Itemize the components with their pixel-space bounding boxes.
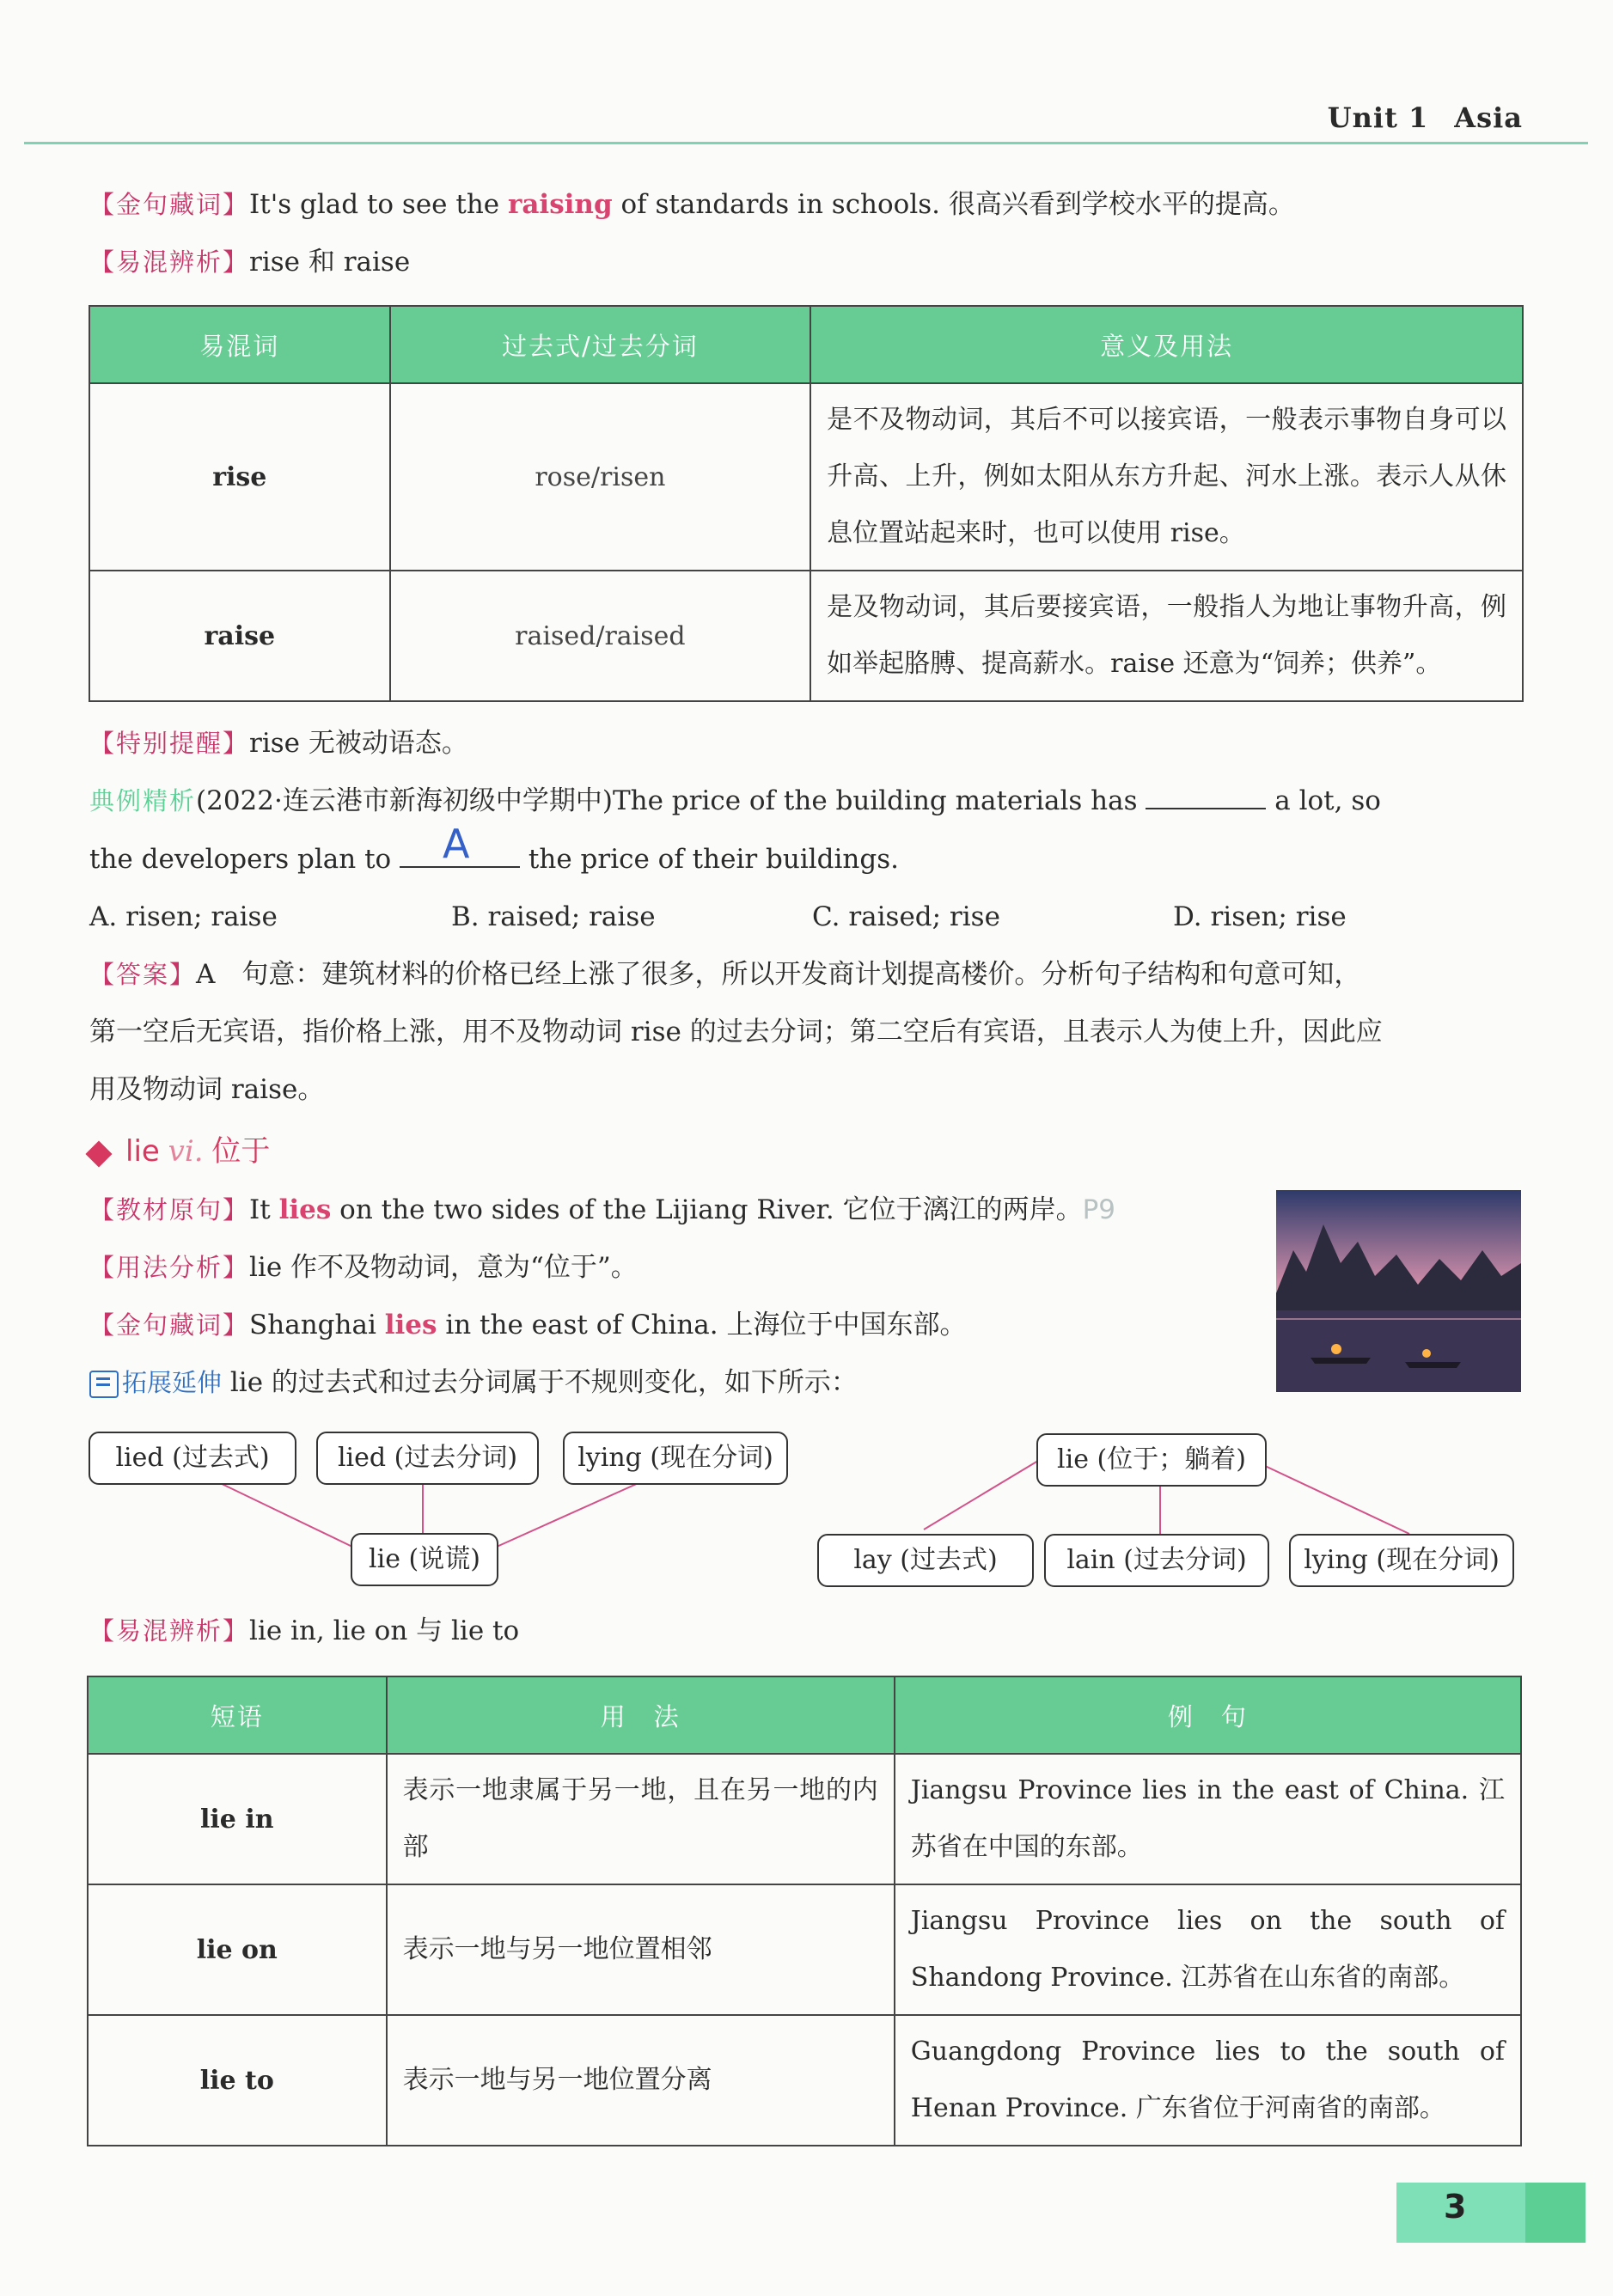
example-tag: 典例精析 — [89, 786, 197, 815]
entry-meaning: 位于 — [211, 1134, 271, 1169]
word-cell: raise — [89, 571, 390, 701]
lie-located-root-box: lie (位于；躺着) — [1036, 1433, 1267, 1487]
word-cell: rise — [89, 383, 390, 571]
usage-cell: 表示一地与另一地位置分离 — [387, 2015, 895, 2146]
table-row — [88, 1884, 1521, 2015]
section-tag: 【用法分析】 — [89, 1253, 250, 1282]
entry-word: lie — [125, 1134, 160, 1169]
example-cell: Jiangsu Province lies on the south of Shandong Province. 江苏省在山东省的南部。 — [895, 1884, 1521, 2015]
confusable-analysis-2 — [89, 1614, 519, 1648]
lie-located-past-box: lay (过去式) — [817, 1534, 1034, 1587]
example-text: (2022·连云港市新海初级中学期中)The price of the building materials has — [196, 785, 1138, 816]
forms-cell: rose/risen — [390, 383, 811, 571]
section-text: lie 作不及物动词，意为“位于”。 — [249, 1252, 638, 1283]
table-row — [88, 1754, 1521, 1884]
sentence-text: It — [249, 1194, 279, 1225]
page-number: 3 — [1444, 2188, 1467, 2226]
sentence-text: on the two sides of the Lijiang River. 它位于漓江的两岸。 — [331, 1194, 1083, 1225]
section-text: rise 无被动语态。 — [249, 728, 468, 759]
section-tag: 【教材原句】 — [89, 1195, 250, 1224]
usage-cell: 表示一地隶属于另一地，且在另一地的内部 — [387, 1754, 895, 1884]
section-tag: 【金句藏词】 — [89, 190, 250, 219]
example-cell: Jiangsu Province lies in the east of China. 江苏省在中国的东部。 — [895, 1754, 1521, 1884]
section-tag: 【答案】 — [89, 960, 197, 989]
section-text: lie in, lie on 与 lie to — [249, 1615, 520, 1646]
header-cell: 例 句 — [895, 1676, 1521, 1754]
highlight-word: lies — [384, 1310, 437, 1340]
header-cell: 意义及用法 — [810, 306, 1523, 383]
handwritten-answer: A — [443, 821, 470, 867]
desc-cell: 是不及物动词，其后不可以接宾语，一般表示事物自身可以升高、上升，例如太阳从东方升起、河水上涨。表示人从休息位置站起来时，也可以使用 rise。 — [810, 383, 1523, 571]
option-c: C. raised; rise — [812, 901, 1000, 932]
option-b: B. raised; raise — [451, 901, 656, 932]
lie-lie-past-box: lied (过去式) — [89, 1432, 296, 1485]
usage-cell: 表示一地与另一地位置相邻 — [387, 1884, 895, 2015]
example-cell: Guangdong Province lies to the south of Henan Province. 广东省位于河南省的南部。 — [895, 2015, 1521, 2146]
answer-text: A 句意：建筑材料的价格已经上涨了很多，所以开发商计划提高楼价。分析句子结构和句意可知， — [196, 959, 1361, 990]
header-cell: 过去式/过去分词 — [390, 306, 811, 383]
lie-lie-present-box: lying (现在分词) — [563, 1432, 788, 1485]
phrase-cell: lie in — [88, 1754, 387, 1884]
table-header-row — [88, 1676, 1521, 1754]
sentence-text: Shanghai — [249, 1310, 385, 1340]
lie-located-participle-box: lain (过去分词) — [1044, 1534, 1269, 1587]
forms-cell: raised/raised — [390, 571, 811, 701]
entry-pos: vi. — [168, 1134, 204, 1169]
section-tag: 【易混辨析】 — [89, 1616, 250, 1646]
sentence-text: in the east of China. 上海位于中国东部。 — [437, 1310, 967, 1340]
phrase-cell: lie on — [88, 1884, 387, 2015]
unit-title: Asia — [1454, 101, 1523, 134]
section-text: rise 和 raise — [249, 247, 411, 278]
header-cell: 短语 — [88, 1676, 387, 1754]
lie-lie-participle-box: lied (过去分词) — [316, 1432, 539, 1485]
unit-label: Unit 1 — [1327, 101, 1429, 134]
option-a: A. risen; raise — [89, 901, 278, 932]
option-d: D. risen; rise — [1173, 901, 1347, 932]
section-tag: 【易混辨析】 — [89, 247, 250, 277]
example-text: the price of their buildings. — [528, 844, 900, 875]
sentence-text: of standards in schools. 很高兴看到学校水平的提高。 — [612, 189, 1295, 220]
highlight-word: lies — [278, 1194, 332, 1225]
section-tag: 拓展延伸 — [122, 1368, 223, 1397]
example-text: a lot, so — [1274, 785, 1381, 816]
desc-cell: 是及物动词，其后要接宾语，一般指人为地让事物升高，例如举起胳膊、提高薪水。raise 还意为“饲养；供养”。 — [810, 571, 1523, 701]
lie-phrases-table — [87, 1676, 1522, 2146]
phrase-cell: lie to — [88, 2015, 387, 2146]
highlight-word: raising — [508, 189, 613, 220]
lie-lie-root-box: lie (说谎) — [351, 1533, 498, 1586]
page-number-tab — [1396, 2183, 1586, 2243]
lie-located-present-box: lying (现在分词) — [1289, 1534, 1514, 1587]
header-cell: 易混词 — [89, 306, 390, 383]
section-tag: 【特别提醒】 — [89, 729, 250, 758]
section-tag: 【金句藏词】 — [89, 1310, 250, 1340]
answer-line-3: 用及物动词 raise。 — [89, 1074, 325, 1105]
table-row — [88, 2015, 1521, 2146]
section-text: lie 的过去式和过去分词属于不规则变化，如下所示： — [229, 1367, 858, 1398]
answer-line-2: 第一空后无宾语，指价格上涨，用不及物动词 rise 的过去分词；第二空后有宾语，且表示人为使上升，因此应 — [89, 1017, 1383, 1047]
header-cell: 用 法 — [387, 1676, 895, 1754]
page-reference: P9 — [1082, 1194, 1115, 1225]
sentence-text: It's glad to see the — [249, 189, 508, 220]
example-text: the developers plan to — [89, 844, 392, 875]
